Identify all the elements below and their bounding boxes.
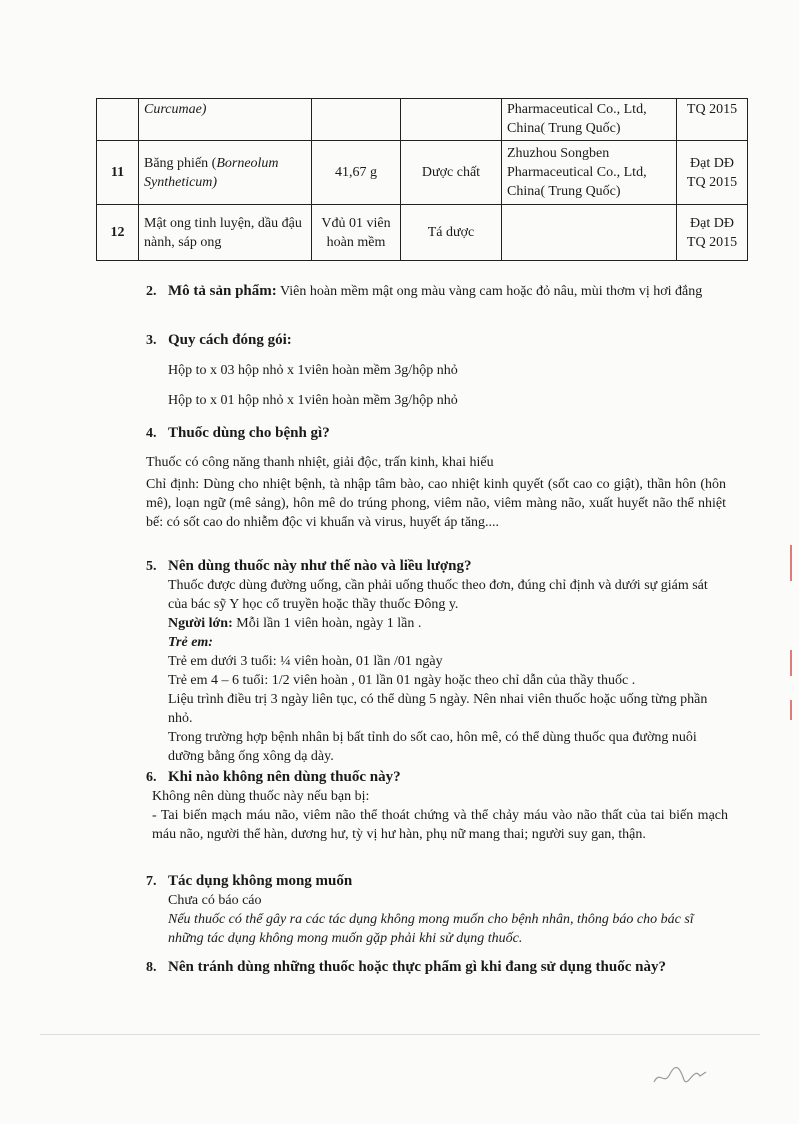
section-number: 3. [146, 333, 157, 348]
section-number: 4. [146, 426, 157, 441]
contraindications-intro: Không nên dùng thuốc này nếu bạn bị: [152, 789, 370, 804]
scan-divider [40, 1034, 760, 1035]
section-number: 8. [146, 960, 157, 975]
indication-details: Chỉ định: Dùng cho nhiệt bệnh, tà nhập tâm bào, cao nhiệt kinh quyết (sốt cao co giật), thần hôn (hôn mê), loạn ngữ (mê sảng), hôn mê do trúng phong, viêm não, viêm màng não, xuất huyết não thể nhiệt bế: có sốt cao do nhiễm độc vi khuẩn và virus, huyết áp tăng.... [146, 477, 726, 530]
scan-edge-mark [790, 650, 792, 676]
ingredient-standard: Đạt DĐ TQ 2015 [677, 141, 748, 205]
ingredient-role [401, 99, 502, 141]
row-number [97, 99, 139, 141]
section-packaging [146, 331, 726, 350]
scan-edge-mark [790, 545, 792, 581]
section-title: Khi nào không nên dùng thuốc này? [168, 769, 401, 785]
table-row [97, 99, 748, 141]
ingredient-role: Tá dược [401, 205, 502, 261]
dosage-child-under-3: Trẻ em dưới 3 tuổi: ¼ viên hoàn, 01 lần /01 ngày [168, 654, 443, 669]
ingredient-manufacturer: Zhuzhou Songben Pharmaceutical Co., Ltd, China( Trung Quốc) [502, 141, 677, 205]
section-title: Thuốc dùng cho bệnh gì? [168, 425, 330, 441]
ingredient-quantity: Vđủ 01 viên hoàn mềm [312, 205, 401, 261]
section-number: 2. [146, 284, 157, 299]
section-title: Tác dụng không mong muốn [168, 873, 353, 889]
ingredient-manufacturer [502, 205, 677, 261]
section-title: Nên dùng thuốc này như thế nào và liều lượng? [168, 558, 472, 574]
indication-summary: Thuốc có công năng thanh nhiệt, giải độc, trấn kinh, khai hiếu [146, 455, 494, 470]
section-title: Nên tránh dùng những thuốc hoặc thực phẩm gì khi đang sử dụng thuốc này? [168, 959, 666, 975]
section-title: Quy cách đóng gói: [168, 332, 292, 348]
section-side-effects [146, 872, 726, 891]
contraindications-text [152, 787, 728, 844]
side-effects-text [168, 891, 728, 948]
section-dosage [146, 557, 726, 576]
dosage-text [168, 576, 728, 766]
ingredient-role: Dược chất [401, 141, 502, 205]
dosage-adult: Người lớn: Mỗi lần 1 viên hoàn, ngày 1 lần . [168, 616, 422, 631]
side-effects-advice: Nếu thuốc có thể gây ra các tác dụng không mong muốn cho bệnh nhân, thông báo cho bác sĩ những tác dụng không mong muốn gặp phải khi sử dụng thuốc. [168, 912, 694, 946]
section-number: 7. [146, 874, 157, 889]
packaging-line: Hộp to x 03 hộp nhỏ x 1viên hoàn mềm 3g/hộp nhỏ [168, 363, 458, 378]
section-contraindications [146, 768, 726, 787]
ingredient-name: Mật ong tinh luyện, dầu đậu nành, sáp ong [139, 205, 312, 261]
dosage-route: Thuốc được dùng đường uống, cần phải uống thuốc theo đơn, đúng chỉ định và dưới sự giám sát của bác sỹ Y học cổ truyền hoặc thầy thuốc Đông y. [168, 578, 708, 612]
ingredient-standard: Đạt DĐ TQ 2015 [677, 205, 748, 261]
ingredient-standard: TQ 2015 [677, 99, 748, 141]
dosage-course: Liệu trình điều trị 3 ngày liên tục, có thể dùng 5 ngày. Nên nhai viên thuốc hoặc uống từng phần nhỏ. [168, 692, 708, 726]
ingredients-table [96, 98, 748, 261]
ingredient-manufacturer: Pharmaceutical Co., Ltd, China( Trung Quốc) [502, 99, 677, 141]
ingredient-name: Curcumae) [139, 99, 312, 141]
table-row [97, 141, 748, 205]
section-number: 6. [146, 770, 157, 785]
row-number: 11 [97, 141, 139, 205]
section-indications [146, 424, 726, 443]
table-row [97, 205, 748, 261]
section-product-description [146, 282, 726, 301]
section-title: Mô tả sản phẩm: [168, 283, 277, 299]
ingredient-quantity: 41,67 g [312, 141, 401, 205]
dosage-child-4-6: Trẻ em 4 – 6 tuổi: 1/2 viên hoàn , 01 lần 01 ngày hoặc theo chỉ dẫn của thầy thuốc . [168, 673, 636, 688]
section-text: Viên hoàn mềm mật ong màu vàng cam hoặc đỏ nâu, mùi thơm vị hơi đắng [276, 284, 703, 299]
dosage-child-label: Trẻ em: [168, 635, 213, 650]
packaging-line: Hộp to x 01 hộp nhỏ x 1viên hoàn mềm 3g/hộp nhỏ [168, 393, 458, 408]
contraindications-list: - Tai biến mạch máu não, viêm não thể thoát chứng và thể chảy máu vào não thất của tai biến mạch máu não, người thể hàn, dương hư, tỳ vị hư hàn, phụ nữ mang thai; người suy gan, thận. [152, 808, 728, 842]
scan-edge-mark [790, 700, 792, 720]
ingredient-name: Băng phiến (Borneolum Syntheticum) [139, 141, 312, 205]
row-number: 12 [97, 205, 139, 261]
dosage-special-case: Trong trường hợp bệnh nhân bị bất tỉnh do sốt cao, hôn mê, có thể dùng thuốc qua đường nuôi dưỡng bằng ống xông dạ dày. [168, 730, 697, 764]
side-effects-status: Chưa có báo cáo [168, 893, 262, 908]
ingredient-quantity [312, 99, 401, 141]
section-interactions [146, 958, 726, 977]
initials-signature [650, 1060, 710, 1090]
section-number: 5. [146, 559, 157, 574]
